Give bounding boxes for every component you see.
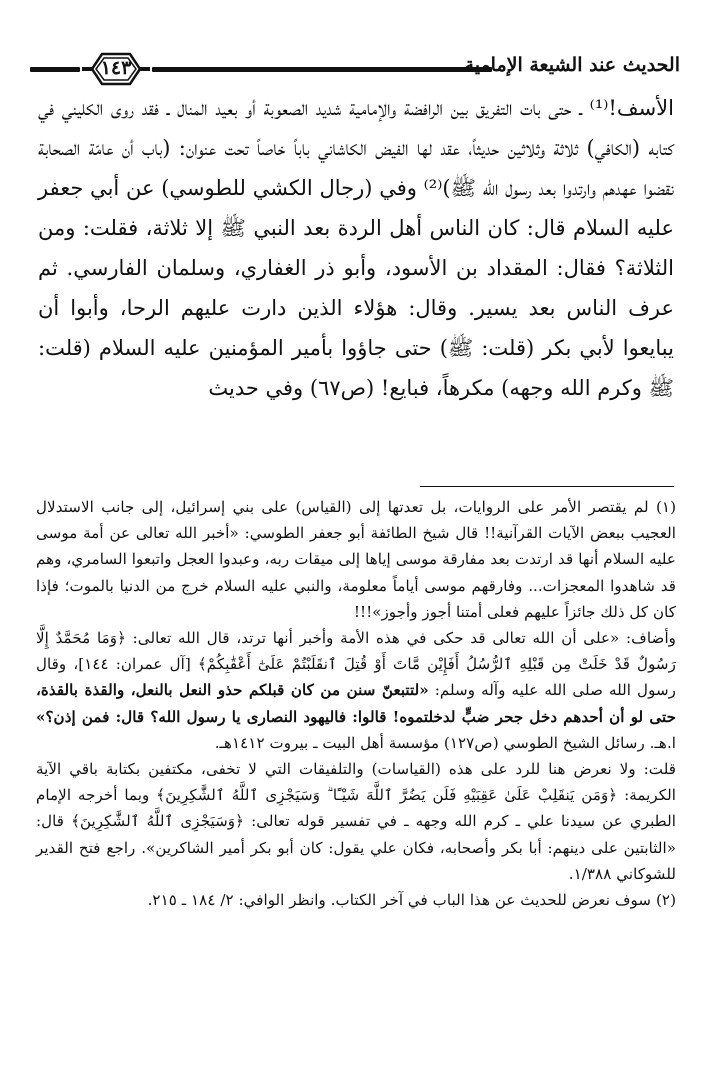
body-paragraph: الأسف!⁽¹⁾ ـ حتى بات التفريق بين الرافضة والإمامية شديد الصعوبة أو بعيد المنال ـ فقد روى الكليني في كتابه (الكافي) ثلاثة وثلاثين حديثاً، عقد لها الفيض الكاشاني باباً خاصاً تحت عنوان: (باب أن عامّة الصحابة نقضوا عهدهم وارتدوا بعد رسول الله ﷺ)⁽²⁾ وفي (رجال الكشي للطوسي) عن أبي جعفر عليه السلام قال: كان الناس أهل الردة بعد النبي ﷺ إلا ثلاثة، فقلت: ومن الثلاثة؟ فقال: المقداد بن الأسود، وأبو ذر الغفاري، وسلمان الفارسي. ثم عرف الناس بعد يسير. وقال: هؤلاء الذين دارت عليهم الرحا، وأبوا أن يبايعوا لأبي بكر (قلت: ﷺ) حتى جاؤوا بأمير المؤمنين عليه السلام (قلت: ﷺ وكرم الله وجهه) مكرهاً، فبايع! (ص٦٧) وفي حديث — [38, 96, 674, 400]
footnote-1-quote-intro: وأضاف: «على أن الله تعالى قد حكى في هذه الأمة وأخبر أنها ترتد، قال الله تعالى: ﴿وَمَا مُحَمَّدٌ إِلَّا رَسُولٌ قَدْ خَلَتْ مِن قَبْلِهِ ٱلرُّسُلُ أَفَإِيْن مَّاتَ أَوْ قُتِلَ ٱنقَلَبْتُمْ عَلَىٰٓ أَعْقَٰبِكُمْ﴾ [آل عمران: ١٤٤]، وقال رسول الله صلى الله عليه وآله وسلم: — [36, 629, 677, 700]
footnote-1-hadith: «لتتبعنّ سنن من كان قبلكم حذو النعل بالنعل، والقذة بالقذة، حتى لو أن أحدهم دخل جحر ضبٍّ لدخلتموه! قالوا: فاليهود النصارى يا رسول الله؟ قال: فمن إذن؟» — [36, 681, 676, 726]
footnote-separator — [420, 486, 674, 487]
header-rule-right — [152, 67, 492, 72]
running-title: الحديث عند الشيعة الإمامية — [464, 54, 680, 76]
footnote-1-source: ا.هـ. رسائل الشيخ الطوسي (ص١٢٧) مؤسسة أهل البيت ـ بيروت ١٤١٢هـ. — [214, 733, 676, 752]
footnote-1-paragraph-2 — [36, 625, 676, 756]
footnote-2: (٢) سوف نعرض للحديث عن هذا الباب في آخر الكتاب. وانظر الوافي: ٢/ ١٨٤ ـ ٢١٥. — [147, 891, 676, 910]
page-number-ornament — [82, 50, 150, 88]
body-text — [38, 88, 674, 408]
footnote-1-paragraph-3: قلت: ولا نعرض هنا للرد على هذه (القياسات) والتلفيقات التي لا تخفى، مكتفين بكتابة باقي الآية الكريمة: ﴿وَمَن يَنقَلِبْ عَلَىٰ عَقِبَيْهِ فَلَن يَضُرَّ ٱللَّهَ شَيْـًٔا ۗ وَسَيَجْزِى ٱللَّهُ ٱلشَّٰكِرِينَ﴾ وبما أخرجه الإمام الطبري عن سيدنا علي ـ كرم الله وجهه ـ في تفسير قوله تعالى: ﴿وَسَيَجْزِى ٱللَّهُ ٱلشَّٰكِرِينَ﴾ قال: «الثابتين على دينهم: أبا بكر وأصحابه، فكان علي يقول: كان أبو بكر أمير الشاكرين». راجع فتح القدير للشوكاني ١/٣٨٨. — [36, 760, 676, 883]
header-rule-left — [30, 67, 80, 72]
page-number: ١٤٣ — [100, 57, 132, 79]
page-header — [30, 44, 680, 92]
footnote-1-paragraph-1: (١) لم يقتصر الأمر على الروايات، بل تعدتها إلى (القياس) على بني إسرائيل، إلى جانب الاستدلال العجيب ببعض الآيات القرآنية!! قال شيخ الطائفة أبو جعفر الطوسي: «أخبر الله تعالى عن أمة موسى عليه السلام أنها قد ارتدت بعد مفارقة موسى إياها إلى ميقات ربه، وعبدوا العجل واتبعوا السامري، وهم قد شاهدوا المعجزات... وفارقهم موسى أياماً معلومة، والنبي عليه السلام خرج من الدنيا بالموت؛ فإذا كان كل ذلك جائزاً عليهم فعلى أمتنا أجوز وأجوز»!!! — [36, 498, 676, 621]
footnotes — [36, 494, 676, 913]
